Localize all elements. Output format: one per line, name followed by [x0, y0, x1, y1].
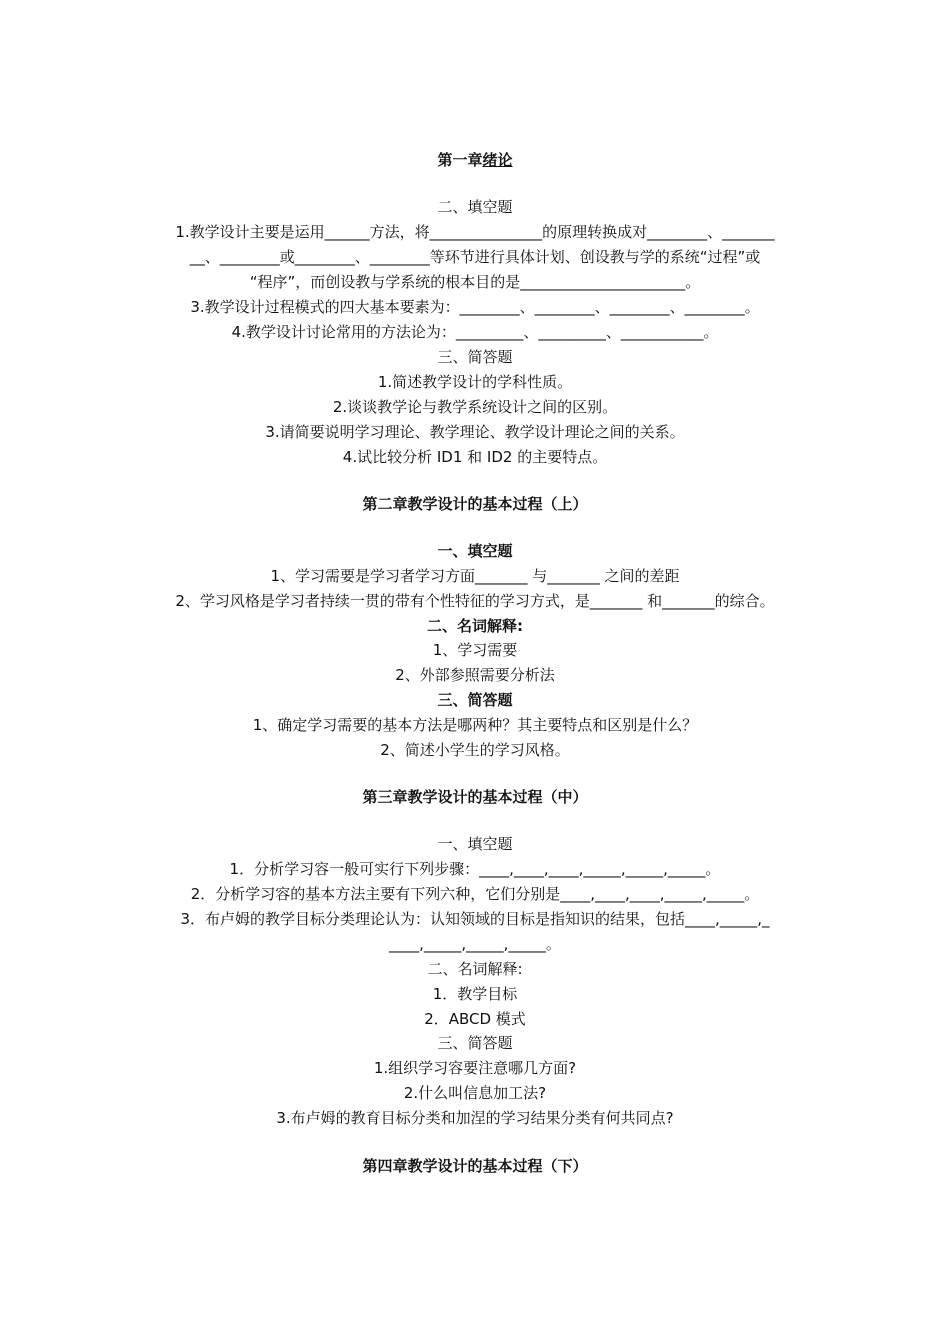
chapter2-short-q1: 1、确定学习需要的基本方法是哪两种？其主要特点和区别是什么？	[252, 716, 698, 734]
chapter3-short-q2: 2.什么叫信息加工法?	[403, 1084, 547, 1102]
chapter1-fill-heading: 二、填空题	[437, 198, 513, 216]
chapter3-term-heading: 二、名词解释:	[427, 960, 523, 978]
chapter1-fill-q1-line1: 1.教学设计主要是运用______方法，将_______________的原理转换成对________、_______	[175, 223, 775, 241]
chapter1-fill-q4: 4.教学设计讨论常用的方法论为：_________、_________、___________。	[231, 323, 719, 341]
chapter2-title: 第二章教学设计的基本过程（上）	[362, 495, 588, 513]
chapter3-fill-q1: 1．分析学习容一般可实行下列步骤：____,____,____,_____,_____,_____。	[229, 860, 721, 878]
chapter2-term-heading: 二、名词解释:	[427, 617, 523, 635]
chapter3-term-2: 2．ABCD 模式	[424, 1010, 526, 1028]
chapter2-fill-q1: 1、学习需要是学习者学习方面_______ 与_______ 之间的差距	[270, 567, 680, 585]
chapter3-short-q1: 1.组织学习容要注意哪几方面?	[373, 1059, 577, 1077]
chapter2-short-q2: 2、简述小学生的学习风格。	[380, 741, 570, 759]
chapter3-fill-q3-line2: ____,_____,_____,_____。	[389, 935, 561, 953]
chapter1-title-underlined: 绪论	[482, 151, 513, 169]
chapter2-term-2: 2、外部参照需要分析法	[395, 666, 555, 684]
chapter1-fill-q3: 3.教学设计过程模式的四大基本要素为：________、________、________、________。	[190, 298, 760, 316]
chapter2-term-1: 1、学习需要	[432, 641, 518, 659]
chapter1-short-q1: 1.简述教学设计的学科性质。	[377, 373, 573, 391]
chapter1-short-heading: 三、简答题	[437, 348, 513, 366]
chapter2-short-heading: 三、简答题	[437, 691, 513, 709]
chapter4-title: 第四章教学设计的基本过程（下）	[362, 1157, 588, 1175]
chapter1-fill-q1-line2: __、________或________、________等环节进行具体计划、创设教与学的系统“过程”或	[189, 248, 761, 266]
chapter1-short-q2: 2.谈谈教学论与教学系统设计之间的区别。	[332, 398, 618, 416]
chapter3-title: 第三章教学设计的基本过程（中）	[362, 788, 588, 806]
chapter3-short-q3: 3.布卢姆的教育目标分类和加涅的学习结果分类有何共同点?	[276, 1109, 674, 1127]
chapter1-fill-q1-line3: “程序”，而创设教与学系统的根本目的是______________________。	[249, 273, 701, 291]
chapter1-title-prefix: 第一章	[437, 151, 483, 169]
chapter3-short-heading: 三、简答题	[437, 1034, 513, 1052]
chapter1-short-q3: 3.请简要说明学习理论、教学理论、教学设计理论之间的关系。	[265, 423, 685, 441]
chapter1-short-q4: 4.试比较分析 ID1 和 ID2 的主要特点。	[342, 448, 608, 466]
chapter3-term-1: 1．教学目标	[432, 985, 518, 1003]
chapter3-fill-q2: 2．分析学习容的基本方法主要有下列六种，它们分别是____,____,____,_____,_____。	[190, 885, 760, 903]
chapter2-fill-q2: 2、学习风格是学习者持续一贯的带有个性特征的学习方式，是_______ 和_______的综合。	[175, 592, 775, 610]
chapter3-fill-heading: 一、填空题	[437, 835, 513, 853]
chapter1-title	[100, 150, 850, 170]
chapter3-fill-q3-line1: 3．布卢姆的教学目标分类理论认为：认知领域的目标是指知识的结果，包括____,_____,_	[180, 910, 770, 928]
chapter2-fill-heading: 一、填空题	[437, 542, 513, 560]
